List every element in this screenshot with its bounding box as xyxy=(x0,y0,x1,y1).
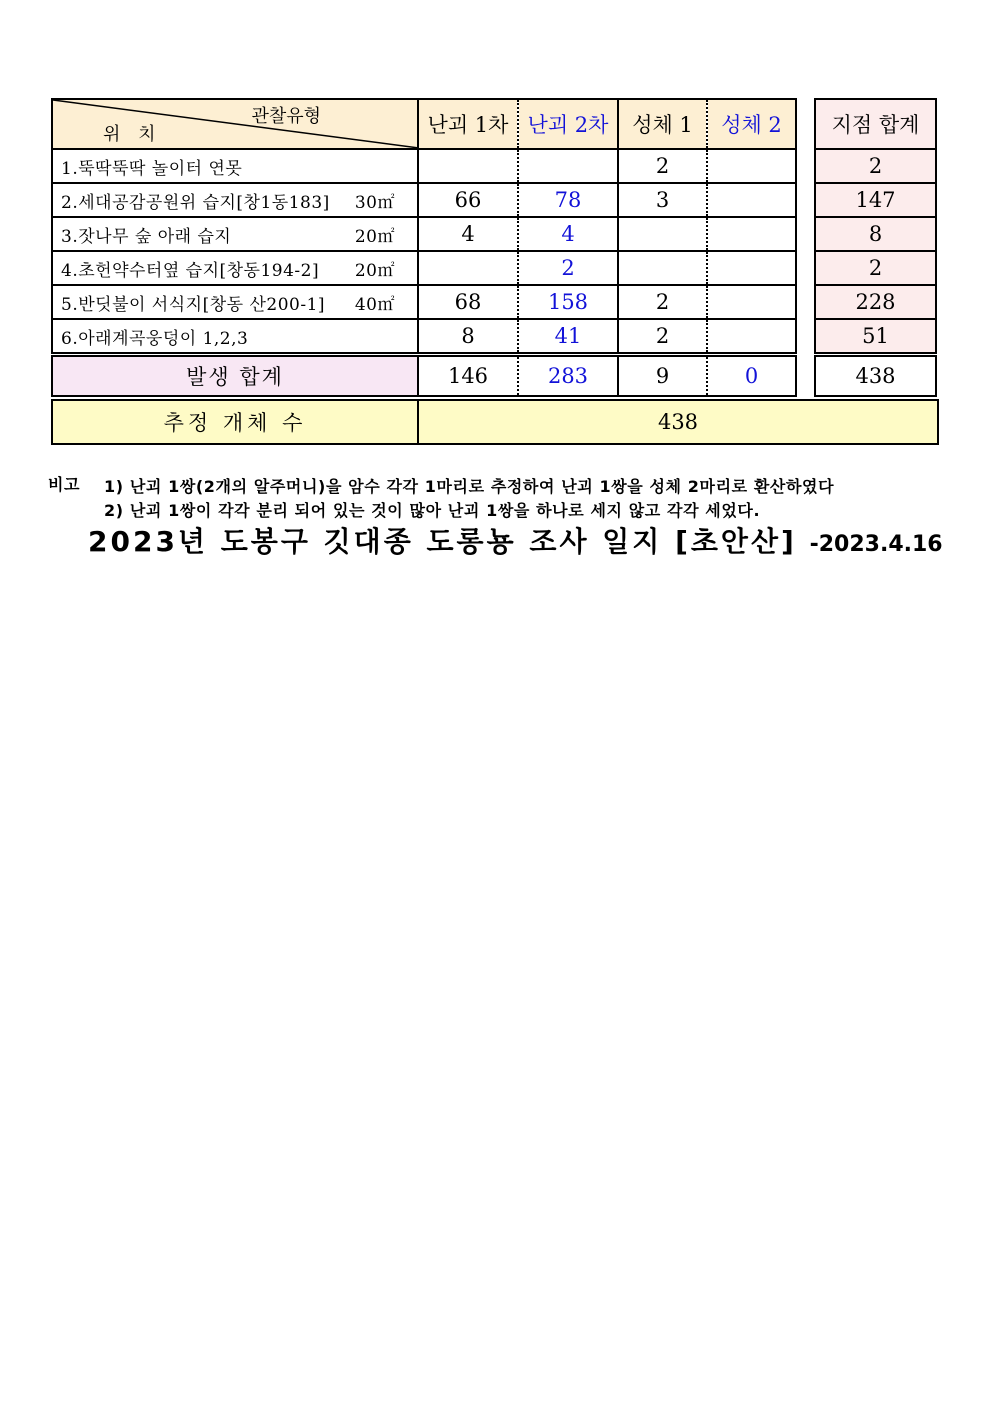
location-name: 1.뚝딱뚝딱 놀이터 연못 xyxy=(61,158,243,179)
adult-2-cell xyxy=(707,251,796,285)
total-adult-1: 9 xyxy=(618,356,707,396)
total-adult-2: 0 xyxy=(707,356,796,396)
site-total-cell: 147 xyxy=(815,183,936,217)
site-total-cell: 2 xyxy=(815,149,936,183)
site-total-cell: 2 xyxy=(815,251,936,285)
estimate-value: 438 xyxy=(418,400,938,444)
header-row xyxy=(52,99,796,149)
location-area: 30㎡ xyxy=(354,192,395,213)
location-cell xyxy=(52,149,418,183)
location-name: 4.초헌약수터옆 습지[창동194-2] xyxy=(61,260,320,281)
adult-1-cell xyxy=(618,217,707,251)
location-cell xyxy=(52,285,418,319)
egg-1-cell: 68 xyxy=(418,285,518,319)
document-title xyxy=(88,520,943,560)
adult-1-cell: 2 xyxy=(618,285,707,319)
site-total-cell: 8 xyxy=(815,217,936,251)
total-egg-1: 146 xyxy=(418,356,518,396)
title-main: 2023년 도봉구 깃대종 도롱뇽 조사 일지 [초안산] xyxy=(88,525,797,558)
header-egg-2: 난괴 2차 xyxy=(518,99,618,149)
location-area: 20㎡ xyxy=(354,226,395,247)
corner-bottom-label: 위 치 xyxy=(103,124,162,145)
corner-top-label: 관찰유형 xyxy=(251,106,321,127)
header-adult-2: 성체 2 xyxy=(707,99,796,149)
location-name: 3.잣나무 숲 아래 습지 xyxy=(61,226,232,247)
table-row xyxy=(52,251,796,285)
table-row xyxy=(52,149,796,183)
adult-2-cell xyxy=(707,319,796,353)
egg-2-cell xyxy=(518,149,618,183)
occurrence-total-table xyxy=(51,355,797,397)
adult-2-cell xyxy=(707,183,796,217)
total-row xyxy=(52,356,796,396)
egg-2-cell: 158 xyxy=(518,285,618,319)
egg-2-cell: 41 xyxy=(518,319,618,353)
header-adult-1: 성체 1 xyxy=(618,99,707,149)
total-egg-2: 283 xyxy=(518,356,618,396)
location-cell xyxy=(52,251,418,285)
site-total-cell: 51 xyxy=(815,319,936,353)
estimate-table xyxy=(51,399,939,445)
site-total-cell: 228 xyxy=(815,285,936,319)
location-name: 5.반딧불이 서식지[창동 산200-1] xyxy=(61,294,326,315)
note-line-2: 2) 난괴 1쌍이 각각 분리 되어 있는 것이 많아 난괴 1쌍을 하나로 세지 않고 각각 세었다. xyxy=(104,501,761,520)
survey-table xyxy=(51,98,797,354)
site-total-table xyxy=(814,98,937,354)
egg-1-cell: 66 xyxy=(418,183,518,217)
location-cell xyxy=(52,319,418,353)
location-cell xyxy=(52,217,418,251)
header-egg-1: 난괴 1차 xyxy=(418,99,518,149)
egg-2-cell: 78 xyxy=(518,183,618,217)
notes-label: 비고 xyxy=(48,475,81,494)
egg-1-cell xyxy=(418,251,518,285)
egg-2-cell: 2 xyxy=(518,251,618,285)
egg-1-cell: 8 xyxy=(418,319,518,353)
table-row xyxy=(52,183,796,217)
table-row xyxy=(52,319,796,353)
egg-1-cell xyxy=(418,149,518,183)
note-line-1: 1) 난괴 1쌍(2개의 알주머니)을 암수 각각 1마리로 추정하여 난괴 1쌍을 성체 2마리로 환산하였다 xyxy=(104,477,835,496)
corner-header xyxy=(52,99,418,149)
location-area: 20㎡ xyxy=(354,260,395,281)
adult-2-cell xyxy=(707,149,796,183)
location-area: 40㎡ xyxy=(354,294,395,315)
site-total-header: 지점 합계 xyxy=(815,99,936,149)
table-row xyxy=(52,285,796,319)
adult-2-cell xyxy=(707,285,796,319)
total-label: 발생 합계 xyxy=(52,356,418,396)
adult-1-cell: 3 xyxy=(618,183,707,217)
table-row xyxy=(52,217,796,251)
adult-1-cell: 2 xyxy=(618,319,707,353)
location-name: 6.아래계곡웅덩이 1,2,3 xyxy=(61,328,249,349)
adult-2-cell xyxy=(707,217,796,251)
grand-total-table xyxy=(814,355,937,397)
estimate-label: 추정 개체 수 xyxy=(52,400,418,444)
location-name: 2.세대공감공원위 습지[창1동183] xyxy=(61,192,330,213)
egg-2-cell: 4 xyxy=(518,217,618,251)
adult-1-cell: 2 xyxy=(618,149,707,183)
title-date: -2023.4.16 xyxy=(809,532,943,557)
adult-1-cell xyxy=(618,251,707,285)
location-cell xyxy=(52,183,418,217)
grand-total-cell: 438 xyxy=(815,356,936,396)
egg-1-cell: 4 xyxy=(418,217,518,251)
